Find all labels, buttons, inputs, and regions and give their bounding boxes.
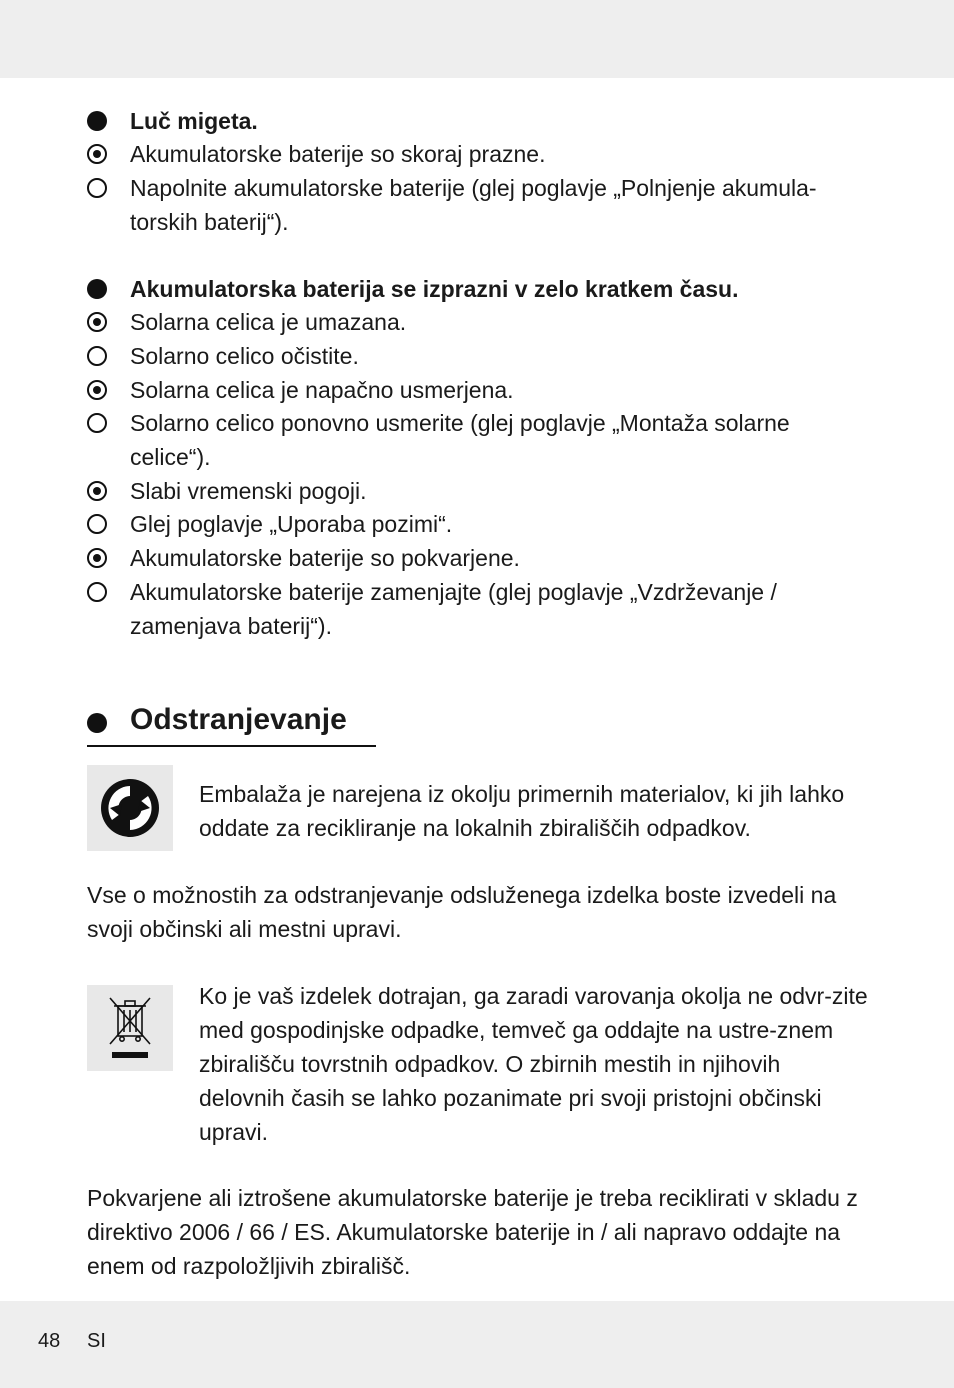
heading-text: Odstranjevanje (130, 703, 347, 736)
battery-disposal-paragraph: Pokvarjene ali iztrošene akumulatorske baterije je treba reciklirati v skladu z direktivo 2006 / 66 / ES. Akumulatorske baterije in / ali napravo oddajte na enem od razpoložljivih zbirališč. (87, 1185, 858, 1279)
filled-bullet-icon (87, 111, 107, 131)
problem-item (87, 272, 867, 306)
solution-item (87, 339, 867, 373)
cause-text: Slabi vremenski pogoji. (130, 478, 367, 504)
solution-item (87, 575, 867, 643)
cause-text: Solarna celica je umazana. (130, 309, 407, 335)
solution-text: Solarno celico ponovno usmerite (glej poglavje „Montaža solarne celice“). (130, 410, 790, 470)
crossed-out-bin-icon (87, 985, 173, 1071)
solution-bullet-icon (87, 514, 107, 534)
solution-text: Akumulatorske baterije zamenjajte (glej poglavje „Vzdrževanje / zamenjava baterij“). (130, 579, 777, 639)
language-code: SI (87, 1330, 106, 1352)
packaging-paragraph: Embalaža je narejena iz okolju primernih materialov, ki jih lahko oddate za recikliranje na lokalnih zbirališčih odpadkov. (199, 781, 845, 841)
cause-bullet-icon (87, 380, 107, 400)
solution-item (87, 507, 867, 541)
cause-text: Akumulatorske baterije so pokvarjene. (130, 545, 520, 571)
footer-band (0, 1301, 954, 1388)
section-heading (87, 701, 376, 747)
cause-bullet-icon (87, 144, 107, 164)
solution-text: Napolnite akumulatorske baterije (glej poglavje „Polnjenje akumula-torskih baterij“). (130, 175, 817, 235)
problem-item (87, 104, 867, 138)
heading-bullet-icon (87, 713, 107, 733)
disposal-options-paragraph: Vse o možnostih za odstranjevanje odsluženega izdelka boste izvedeli na svoji občinski ali mestni upravi. (87, 882, 837, 942)
solution-bullet-icon (87, 346, 107, 366)
solution-item (87, 171, 867, 239)
cause-bullet-icon (87, 312, 107, 332)
solution-text: Glej poglavje „Uporaba pozimi“. (130, 511, 453, 537)
recycling-icon (87, 765, 173, 851)
cause-item (87, 305, 867, 339)
cause-item (87, 373, 867, 407)
solution-bullet-icon (87, 178, 107, 198)
header-band (0, 0, 954, 78)
solution-bullet-icon (87, 413, 107, 433)
cause-item (87, 137, 867, 171)
cause-bullet-icon (87, 548, 107, 568)
solution-text: Solarno celico očistite. (130, 343, 359, 369)
cause-text: Akumulatorske baterije so skoraj prazne. (130, 141, 546, 167)
page-number: 48 (38, 1330, 61, 1352)
cause-text: Solarna celica je napačno usmerjena. (130, 377, 514, 403)
problem-text: Luč migeta. (130, 108, 258, 134)
cause-item (87, 474, 867, 508)
problem-text: Akumulatorska baterija se izprazni v zelo kratkem času. (130, 276, 739, 302)
filled-bullet-icon (87, 279, 107, 299)
cause-bullet-icon (87, 481, 107, 501)
weee-paragraph: Ko je vaš izdelek dotrajan, ga zaradi varovanja okolja ne odvr-zite med gospodinjske odpadke, temveč ga oddajte na ustre-znem zbirališču tovrstnih odpadkov. O zbirnih mestih in njihovih delovnih časih se lahko pozanimate pri svoji pristojni občinski upravi. (199, 983, 868, 1145)
cause-item (87, 541, 867, 575)
solution-bullet-icon (87, 582, 107, 602)
solution-item (87, 406, 867, 474)
